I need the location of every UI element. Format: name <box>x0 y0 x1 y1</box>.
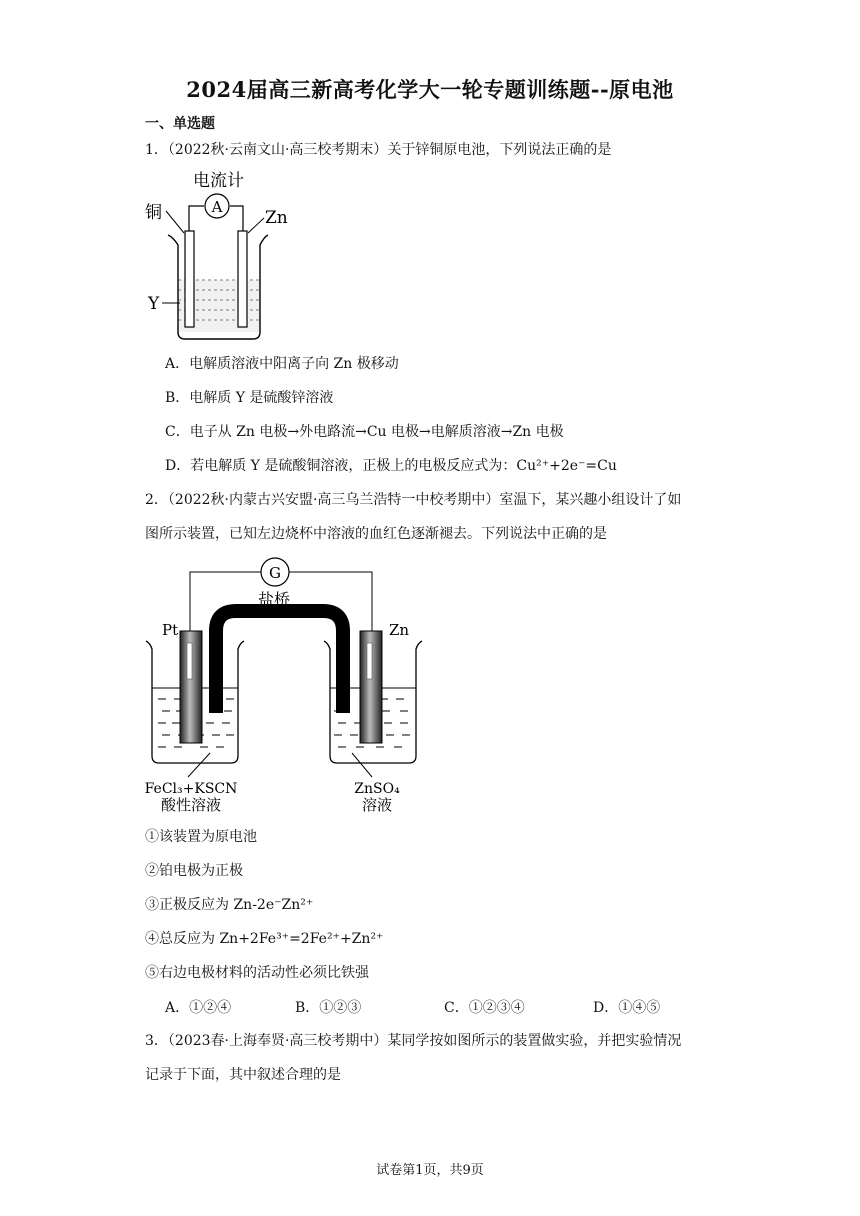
platinum-label: Pt <box>162 621 179 639</box>
q2-choice-d: D．①④⑤ <box>593 1000 661 1016</box>
q2-statement-4: ④总反应为 Zn+2Fe³⁺=2Fe²⁺+Zn²⁺ <box>145 931 384 947</box>
page-footer: 试卷第1页，共9页 <box>376 1163 484 1178</box>
q1-option-a: A．电解质溶液中阳离子向 Zn 极移动 <box>165 356 399 372</box>
electrolyte-label: Y <box>148 294 160 314</box>
section-heading: 一、单选题 <box>145 116 215 132</box>
q2-choices <box>165 997 685 1019</box>
question-2-stem-line-1: 2．（2022秋·内蒙古兴安盟·高三乌兰浩特一中校考期中）室温下，某兴趣小组设计了如 <box>145 492 682 508</box>
q2-choice-b: B．①②③ <box>295 1000 362 1016</box>
left-solution-formula: FeCl₃+KSCN <box>144 781 238 797</box>
q2-statement-1: ①该装置为原电池 <box>145 829 257 845</box>
galvanometer-symbol: G <box>269 564 281 582</box>
zinc-label: Zn <box>389 621 410 639</box>
zinc-copper-cell-diagram <box>140 163 290 345</box>
q2-choice-c: C．①②③④ <box>444 1000 525 1016</box>
q1-option-d: D．若电解质 Y 是硫酸铜溶液，正极上的电极反应式为：Cu²⁺+2e⁻=Cu <box>165 458 617 474</box>
question-3-stem-line-2: 记录于下面，其中叙述合理的是 <box>145 1067 341 1083</box>
copper-electrode <box>185 231 194 327</box>
question-3-stem-line-1: 3．（2023春·上海奉贤·高三校考期中）某同学按如图所示的装置做实验，并把实验情况 <box>145 1033 682 1049</box>
copper-label: 铜 <box>145 203 162 223</box>
salt-bridge-label: 盐桥 <box>257 590 291 609</box>
right-solution-name: 溶液 <box>361 796 393 814</box>
q2-statement-3: ③正极反应为 Zn-2e⁻Zn²⁺ <box>145 897 314 913</box>
left-solution-name: 酸性溶液 <box>160 796 222 814</box>
q2-statement-2: ②铂电极为正极 <box>145 863 243 879</box>
salt-bridge-cell-diagram <box>140 553 430 815</box>
q2-choice-a: A．①②④ <box>165 1000 232 1016</box>
page-title: 2024届高三新高考化学大一轮专题训练题--原电池 <box>186 77 674 102</box>
question-1-stem: 1．（2022秋·云南文山·高三校考期末）关于锌铜原电池，下列说法正确的是 <box>145 142 612 158</box>
q1-option-c: C．电子从 Zn 电极→外电路流→Cu 电极→电解质溶液→Zn 电极 <box>165 424 564 440</box>
ammeter-symbol: A <box>211 198 223 216</box>
zinc-electrode <box>238 231 247 327</box>
question-2-stem-line-2: 图所示装置，已知左边烧杯中溶液的血红色逐渐褪去。下列说法中正确的是 <box>145 526 607 542</box>
ammeter-caption: 电流计 <box>193 171 244 191</box>
zinc-label: Zn <box>265 208 288 228</box>
q1-option-b: B．电解质 Y 是硫酸锌溶液 <box>165 390 334 406</box>
q2-statement-5: ⑤右边电极材料的活动性必须比铁强 <box>145 965 369 981</box>
right-solution-formula: ZnSO₄ <box>354 781 400 797</box>
